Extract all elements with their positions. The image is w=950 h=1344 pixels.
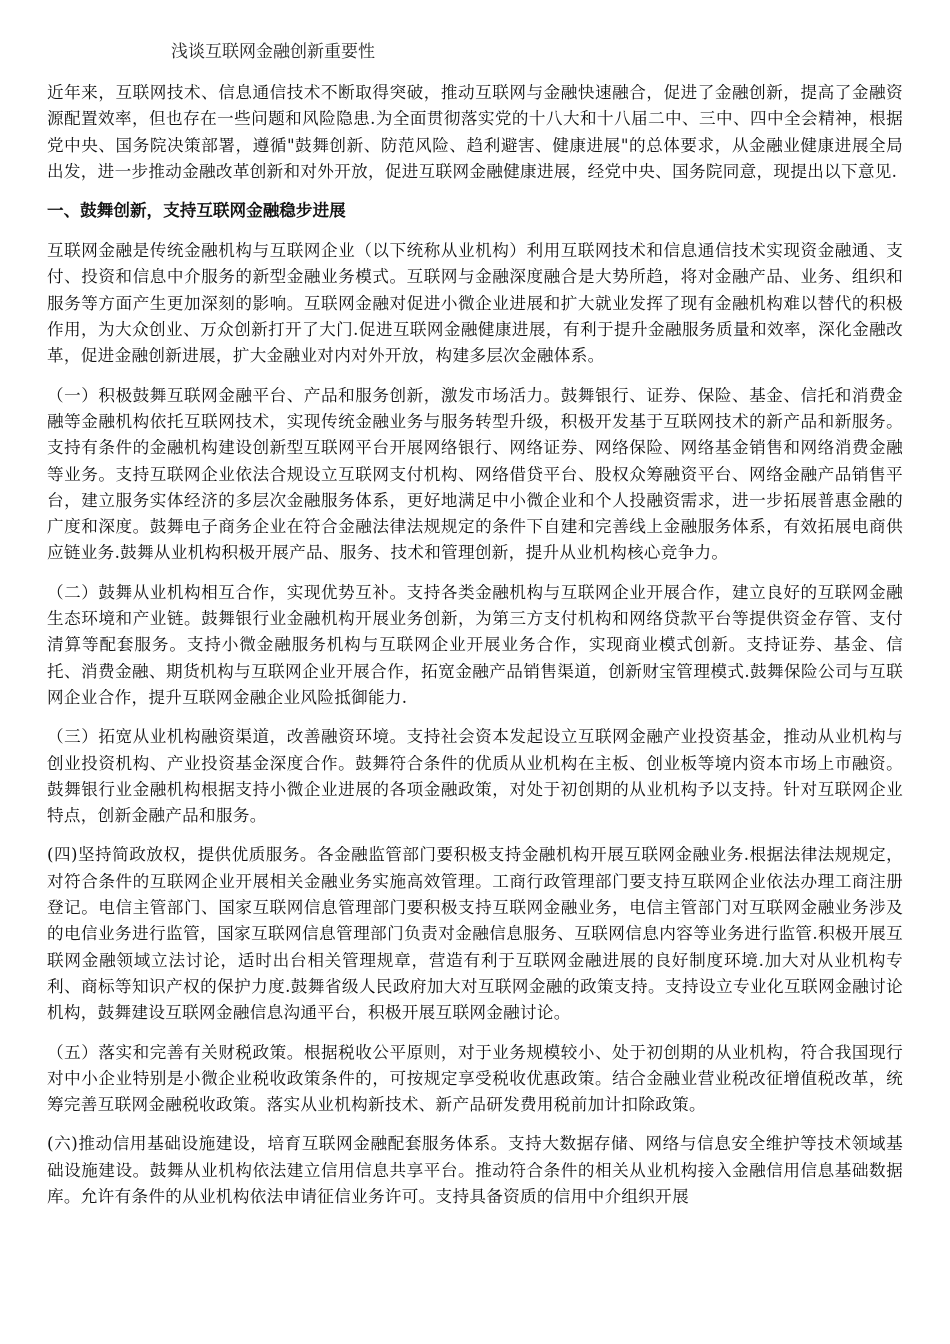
section-intro-paragraph: 互联网金融是传统金融机构与互联网企业（以下统称从业机构）利用互联网技术和信息通信技术实现资金融通、支付、投资和信息中介服务的新型金融业务模式。互联网与金融深度融合是大势所趋，将对金融产品、业务、组织和服务等方面产生更加深刻的影响。互联网金融对促进小微企业进展和扩大就业发挥了现有金融机构难以替代的积极作用，为大众创业、万众创新打开了大门.促进互联网金融健康进展，有利于提升金融服务质量和效率，深化金融改革，促进金融创新进展，扩大金融业对内对外开放，构建多层次金融体系。	[47, 241, 903, 366]
document-page	[47, 40, 903, 1223]
item-3-paragraph: （三）拓宽从业机构融资渠道，改善融资环境。支持社会资本发起设立互联网金融产业投资基金，推动从业机构与创业投资机构、产业投资基金深度合作。鼓舞符合条件的优质从业机构在主板、创业板等境内资本市场上市融资。鼓舞银行业金融机构根据支持小微企业进展的各项金融政策，对处于初创期的从业机构予以支持。针对互联网企业特点，创新金融产品和服务。	[47, 727, 903, 826]
item-4-paragraph: (四)坚持简政放权，提供优质服务。各金融监管部门要积极支持金融机构开展互联网金融业务.根据法律法规规定，对符合条件的互联网企业开展相关金融业务实施高效管理。工商行政管理部门要支持互联网企业依法办理工商注册登记。电信主管部门、国家互联网信息管理部门要积极支持互联网金融业务，电信主管部门对互联网金融业务涉及的电信业务进行监管，国家互联网信息管理部门负责对金融信息服务、互联网信息内容等业务进行监管.积极开展互联网金融领域立法讨论，适时出台相关管理规章，营造有利于互联网金融进展的良好制度环境.加大对从业机构专利、商标等知识产权的保护力度.鼓舞省级人民政府加大对互联网金融的政策支持。支持设立专业化互联网金融讨论机构，鼓舞建设互联网金融信息沟通平台，积极开展互联网金融讨论。	[47, 845, 903, 1023]
item-6-paragraph: (六)推动信用基础设施建设，培育互联网金融配套服务体系。支持大数据存储、网络与信息安全维护等技术领域基础设施建设。鼓舞从业机构依法建立信用信息共享平台。推动符合条件的相关从业机构接入金融信用信息基础数据库。允许有条件的从业机构依法申请征信业务许可。支持具备资质的信用中介组织开展	[47, 1134, 903, 1206]
intro-paragraph: 近年来，互联网技术、信息通信技术不断取得突破，推动互联网与金融快速融合，促进了金融创新，提高了金融资源配置效率，但也存在一些问题和风险隐患.为全面贯彻落实党的十八大和十八届二中、三中、四中全会精神，根据党中央、国务院决策部署，遵循"鼓舞创新、防范风险、趋利避害、健康进展"的总体要求，从金融业健康进展全局出发，进一步推动金融改革创新和对外开放，促进互联网金融健康进展，经党中央、国务院同意，现提出以下意见.	[47, 83, 903, 181]
item-5-paragraph: （五）落实和完善有关财税政策。根据税收公平原则，对于业务规模较小、处于初创期的从业机构，符合我国现行对中小企业特别是小微企业税收政策条件的，可按规定享受税收优惠政策。结合金融业营业税改征增值税改革，统筹完善互联网金融税收政策。落实从业机构新技术、新产品研发费用税前加计扣除政策。	[47, 1042, 903, 1115]
section-heading: 一、鼓舞创新，支持互联网金融稳步进展	[47, 200, 346, 221]
item-1-paragraph: （一）积极鼓舞互联网金融平台、产品和服务创新，激发市场活力。鼓舞银行、证券、保险、基金、信托和消费金融等金融机构依托互联网技术，实现传统金融业务与服务转型升级，积极开发基于互联网技术的新产品和新服务。支持有条件的金融机构建设创新型互联网平台开展网络银行、网络证券、网络保险、网络基金销售和网络消费金融等业务。支持互联网企业依法合规设立互联网支付机构、网络借贷平台、股权众筹融资平台、网络金融产品销售平台，建立服务实体经济的多层次金融服务体系，更好地满足中小微企业和个人投融资需求，进一步拓展普惠金融的广度和深度。鼓舞电子商务企业在符合金融法律法规规定的条件下自建和完善线上金融服务体系，有效拓展电商供应链业务.鼓舞从业机构积极开展产品、服务、技术和管理创新，提升从业机构核心竞争力。	[47, 385, 903, 563]
document-title: 浅谈互联网金融创新重要性	[171, 42, 375, 62]
item-2-paragraph: （二）鼓舞从业机构相互合作，实现优势互补。支持各类金融机构与互联网企业开展合作，建立良好的互联网金融生态环境和产业链。鼓舞银行业金融机构开展业务创新，为第三方支付机构和网络贷款平台等提供资金存管、支付清算等配套服务。支持小微金融服务机构与互联网企业开展业务合作，实现商业模式创新。支持证券、基金、信托、消费金融、期货机构与互联网企业开展合作，拓宽金融产品销售渠道，创新财宝管理模式.鼓舞保险公司与互联网企业合作，提升互联网金融企业风险抵御能力.	[47, 582, 903, 707]
